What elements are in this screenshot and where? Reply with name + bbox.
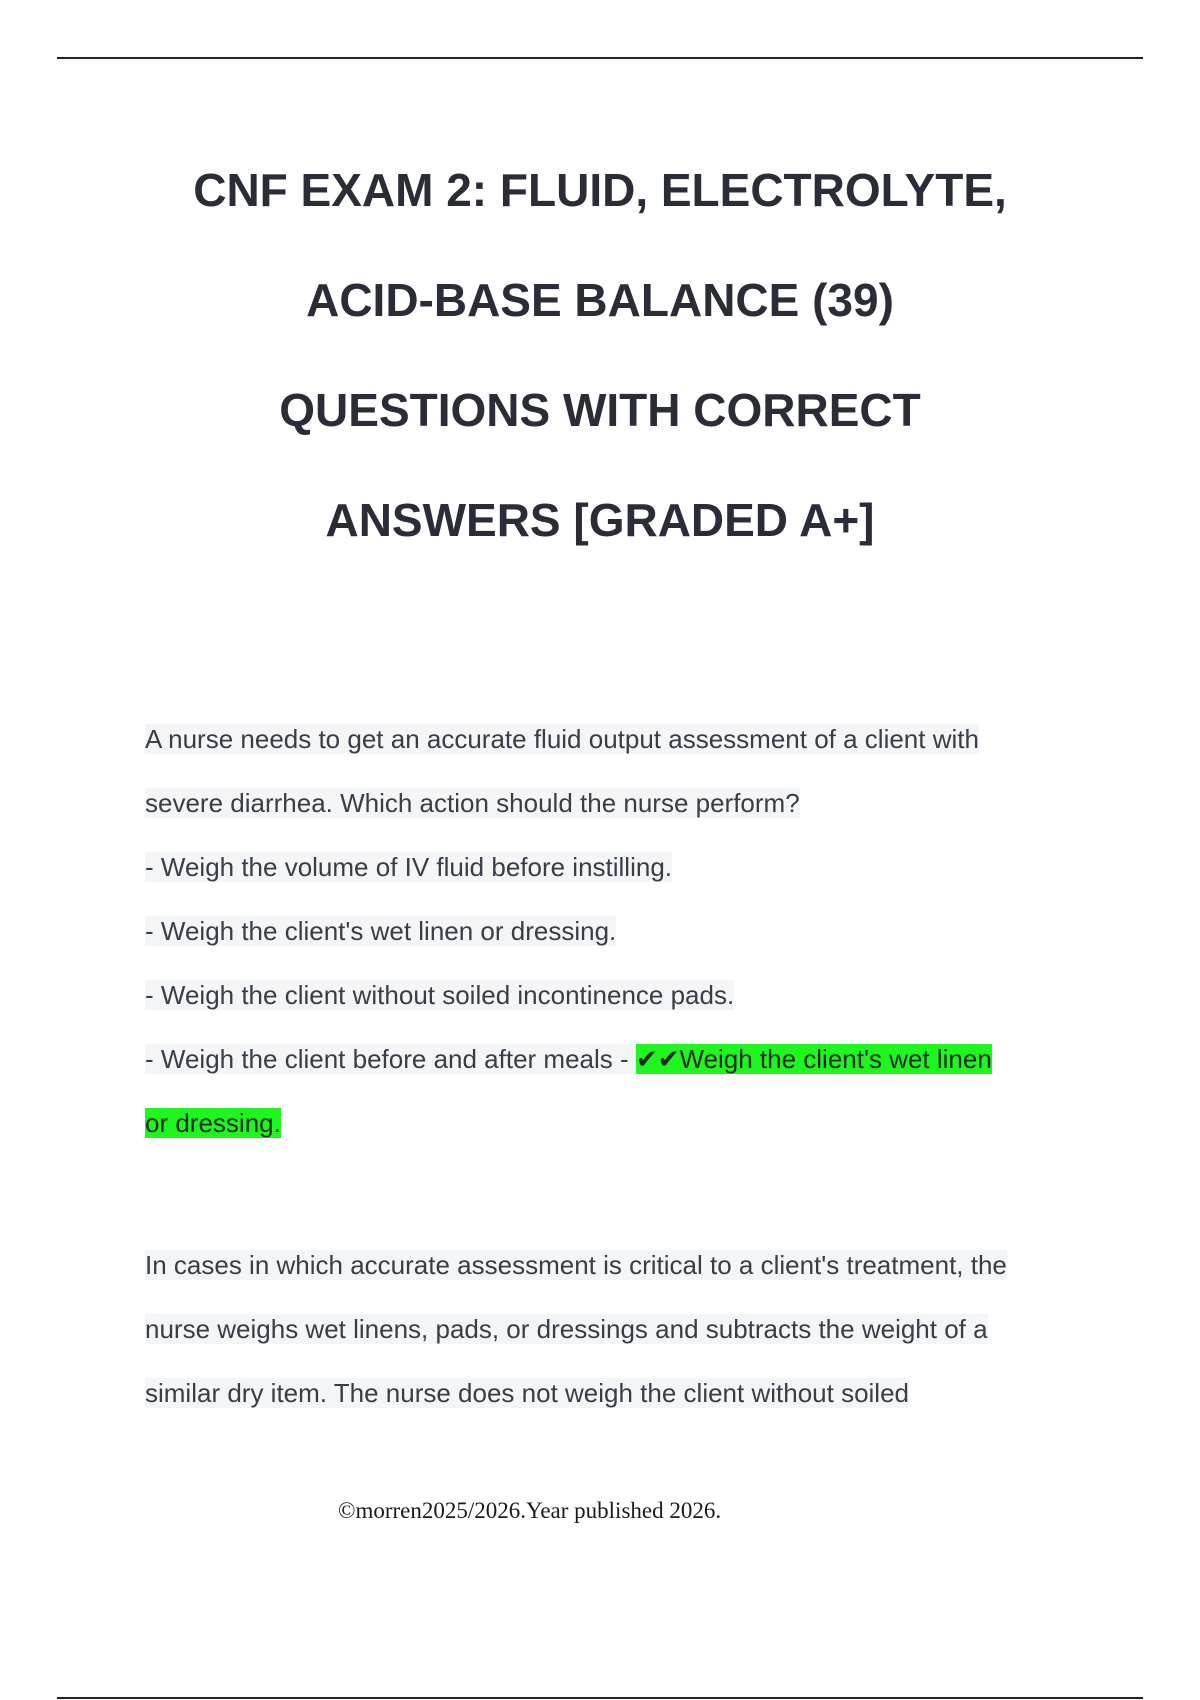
correct-answer-highlight: ✔✔Weigh the client's wet linen <box>635 1044 992 1074</box>
answer-option: - Weigh the volume of IV fluid before instilling. <box>145 852 673 882</box>
bottom-rule <box>57 1697 1143 1699</box>
explanation-line: nurse weighs wet linens, pads, or dressings and subtracts the weight of a <box>145 1314 988 1344</box>
title-line-1: CNF EXAM 2: FLUID, ELECTROLYTE, <box>193 164 1007 216</box>
correct-answer-highlight: or dressing. <box>145 1108 281 1138</box>
title-line-4: ANSWERS [GRADED A+] <box>325 494 875 546</box>
answer-option: - Weigh the client before and after meals - ✔✔Weigh the client's wet linen <box>145 1044 992 1074</box>
copyright-footer: ©morren2025/2026.Year published 2026. <box>338 1498 722 1523</box>
answer-option: - Weigh the client without soiled incontinence pads. <box>145 980 735 1010</box>
correct-answer-continuation <box>145 1091 1085 1155</box>
explanation-line: similar dry item. The nurse does not weigh the client without soiled <box>145 1378 910 1408</box>
answer-option: - Weigh the client's wet linen or dressing. <box>145 916 617 946</box>
question-stem-line: A nurse needs to get an accurate fluid output assessment of a client with <box>145 724 979 754</box>
title-line-2: ACID-BASE BALANCE (39) <box>306 274 894 326</box>
question-stem-line: severe diarrhea. Which action should the nurse perform? <box>145 788 800 818</box>
top-rule <box>57 57 1143 59</box>
question-block <box>145 707 1085 1155</box>
title-line-3: QUESTIONS WITH CORRECT <box>279 384 921 436</box>
explanation-block <box>145 1233 1085 1425</box>
explanation-line: In cases in which accurate assessment is critical to a client's treatment, the <box>145 1250 1007 1280</box>
document-title <box>0 135 1200 575</box>
